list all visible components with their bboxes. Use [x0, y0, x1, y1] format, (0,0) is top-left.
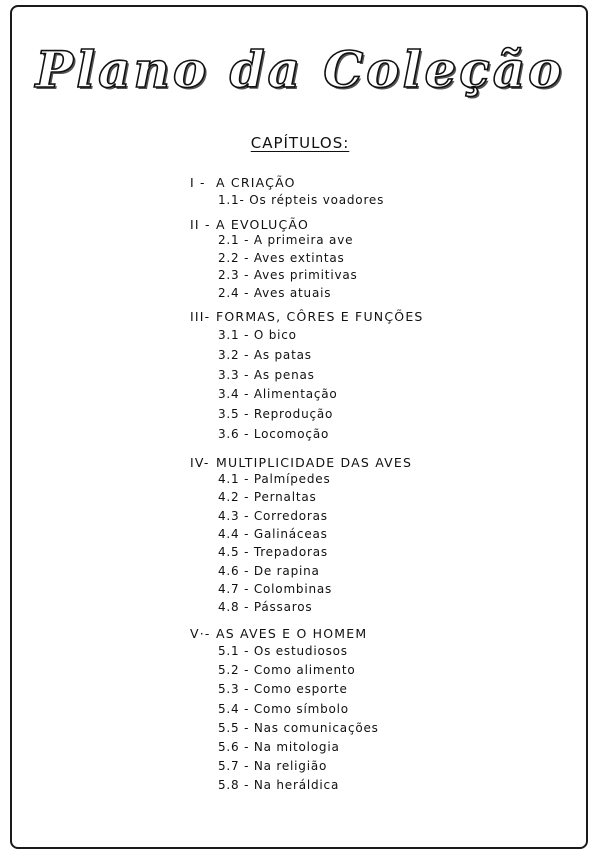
chapter-heading: [190, 175, 296, 190]
section-item: 5.3 - Como esporte: [218, 682, 348, 697]
section-item: 4.3 - Corredoras: [218, 508, 328, 523]
section-item: 4.2 - Pernaltas: [218, 490, 317, 505]
section-item: 5.7 - Na religião: [218, 759, 328, 774]
chapter-title: AS AVES E O HOMEM: [216, 626, 368, 641]
chapter-title: A CRIAÇÃO: [216, 175, 296, 190]
section-item: 2.4 - Aves atuais: [218, 285, 332, 300]
chapter-numeral: II -: [190, 217, 211, 232]
chapter-numeral: III-: [190, 309, 211, 324]
section-item: 3.4 - Alimentação: [218, 387, 338, 402]
page-title: Plano da Coleção: [35, 40, 565, 99]
chapter-heading: [190, 455, 412, 470]
chapter-heading: [190, 217, 309, 232]
section-item: 5.5 - Nas comunicações: [218, 720, 379, 735]
chapter-title: FORMAS, CÔRES E FUNÇÕES: [216, 309, 424, 324]
section-item: 5.4 - Como símbolo: [218, 701, 349, 716]
section-item: 3.2 - As patas: [218, 347, 312, 362]
section-item: 3.3 - As penas: [218, 367, 315, 382]
section-item: 2.1 - A primeira ave: [218, 233, 354, 247]
chapter-numeral: IV-: [190, 455, 210, 470]
chapter-heading: [190, 626, 367, 641]
section-item: 5.6 - Na mitologia: [218, 740, 340, 754]
section-item: 5.8 - Na heráldica: [218, 778, 340, 793]
section-item: 4.7 - Colombinas: [218, 581, 333, 596]
chapter-title: A EVOLUÇÃO: [216, 217, 309, 232]
section-item: 2.2 - Aves extintas: [218, 250, 345, 265]
section-item: 3.1 - O bico: [218, 328, 297, 342]
section-item: 2.3 - Aves primitivas: [218, 268, 358, 282]
section-item: 3.6 - Locomoção: [218, 427, 330, 441]
chapter-numeral: V·-: [190, 626, 211, 641]
chapter-numeral: I -: [190, 175, 206, 190]
chapter-heading: [190, 309, 424, 324]
section-item: 1.1- Os répteis voadores: [218, 193, 385, 207]
section-item: 3.5 - Reprodução: [218, 407, 334, 422]
section-item: 4.1 - Palmípedes: [218, 472, 331, 486]
chapters-heading-text: CAPÍTULOS:: [250, 134, 350, 152]
section-item: 4.4 - Galináceas: [218, 526, 328, 541]
chapter-title: MULTIPLICIDADE DAS AVES: [216, 455, 413, 470]
section-item: 5.1 - Os estudiosos: [218, 644, 348, 658]
section-item: 5.2 - Como alimento: [218, 663, 356, 678]
section-item: 4.6 - De rapina: [218, 563, 320, 578]
section-item: 4.8 - Pássaros: [218, 600, 313, 615]
section-item: 4.5 - Trepadoras: [218, 545, 328, 560]
